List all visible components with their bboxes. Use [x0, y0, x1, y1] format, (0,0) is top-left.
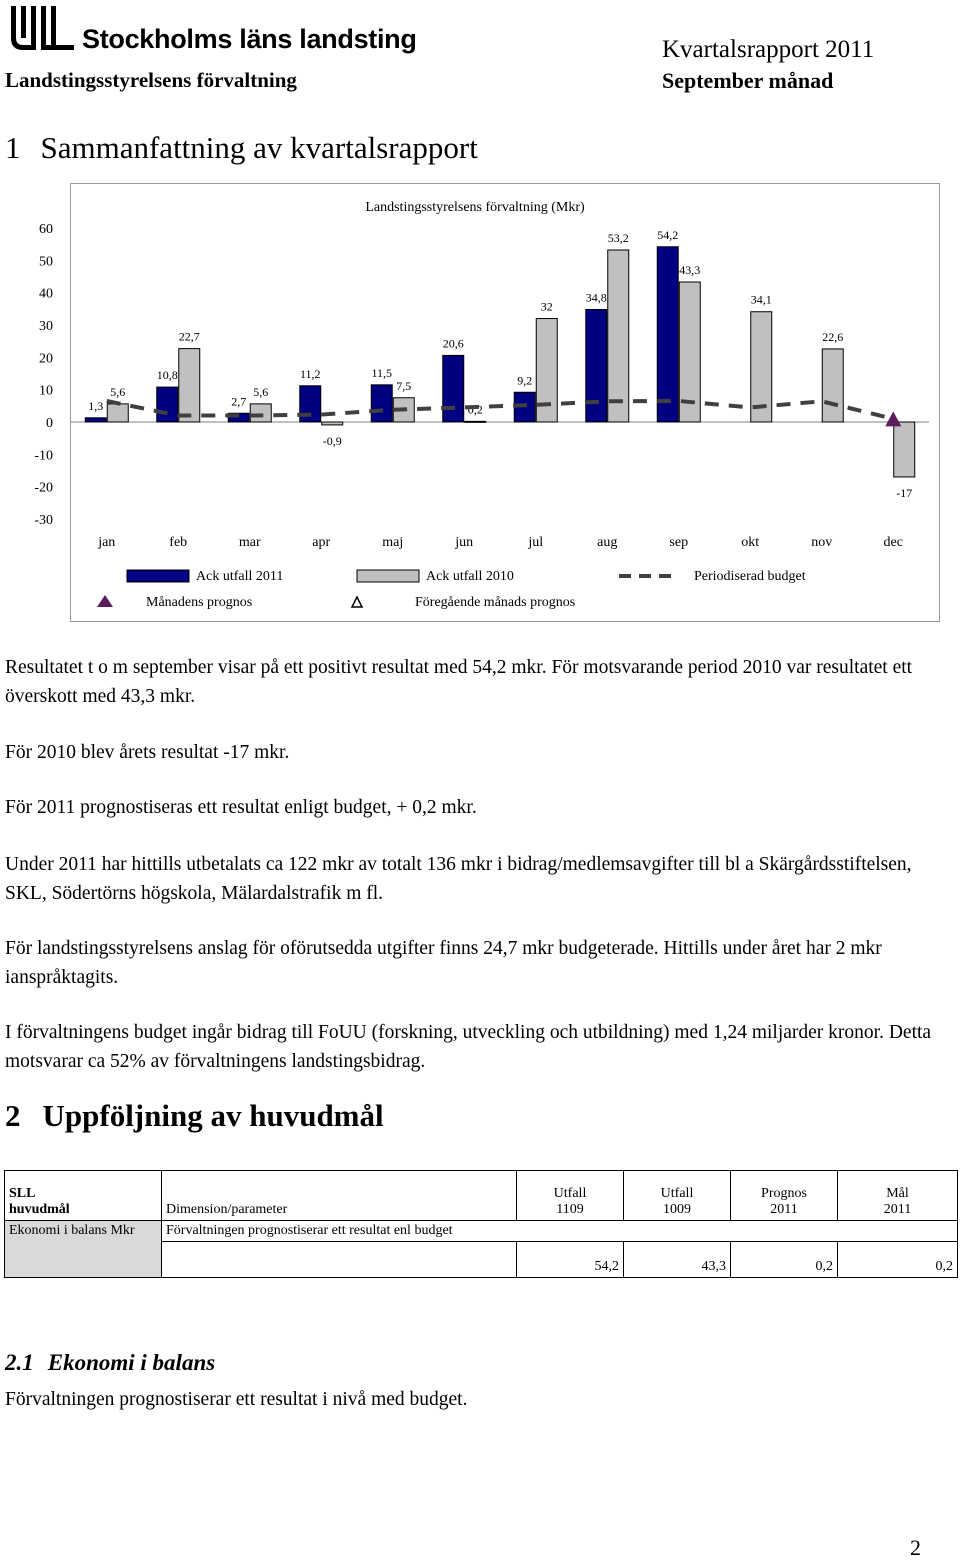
legend-label: Ack utfall 2010 — [426, 569, 514, 584]
bar-2011-label: 1,3 — [88, 398, 104, 413]
bar-2010-label: 5,6 — [110, 384, 126, 399]
header-dimension: Dimension/parameter — [162, 1171, 517, 1221]
org-name: Stockholms läns landsting — [82, 24, 417, 54]
report-month: September månad — [662, 68, 834, 93]
section-2-heading — [5, 1098, 384, 1134]
bar-2011 — [586, 309, 607, 422]
x-tick-label: sep — [669, 535, 689, 550]
header-mal-year: 2011 — [883, 1202, 912, 1217]
legend-label: Periodiserad budget — [694, 569, 806, 584]
bar-2010-label: 34,1 — [750, 292, 772, 307]
bar-2010-label: 7,5 — [396, 378, 412, 393]
bar-2011-label: 54,2 — [657, 227, 679, 242]
x-tick-label: aug — [597, 535, 618, 550]
bar-2010 — [179, 349, 200, 422]
paragraph-4: Under 2011 har hittills utbetalats ca 122 mkr av totalt 136 mkr i bidrag/medlemsavgifter till bl a Skärgårdsstiftelsen, SKL, Södertörns högskola, Mälardalstrafik m fl. — [5, 854, 912, 904]
y-tick-label: -30 — [34, 513, 53, 528]
section-2-1-number: 2.1 — [5, 1350, 34, 1375]
budget-line — [107, 401, 894, 419]
bar-2010 — [465, 421, 486, 422]
bar-2010 — [107, 404, 128, 422]
y-tick-label: -10 — [34, 448, 53, 464]
header-goal — [5, 1171, 162, 1221]
x-tick-label: jan — [98, 535, 116, 550]
bar-2011-label: 10,8 — [156, 368, 178, 383]
bar-2010-label: 22,7 — [178, 329, 200, 344]
y-tick-label: -20 — [34, 480, 53, 496]
y-tick-label: 20 — [39, 351, 53, 367]
value-mal: 0,2 — [838, 1242, 958, 1278]
bar-2010 — [822, 349, 843, 422]
paragraph-1: Resultatet t o m september visar på ett positivt resultat med 54,2 mkr. För motsvarande period 2010 var resultatet ett överskott med 43,3 mkr. — [5, 657, 913, 707]
page-number: 2 — [910, 1535, 921, 1560]
section-2-1-heading — [5, 1350, 215, 1376]
result-chart-svg — [34, 184, 939, 621]
bar-2011 — [443, 355, 464, 422]
section-1-heading — [5, 130, 478, 166]
y-tick-label: 60 — [39, 222, 53, 237]
bar-2011-label: 11,5 — [371, 365, 393, 380]
header-prognos-year: 2011 — [770, 1202, 798, 1217]
legend-swatch — [357, 570, 419, 582]
header-prognos — [731, 1171, 838, 1221]
header-utfall-1109 — [517, 1171, 624, 1221]
goal-dimension: Förvaltningen prognostiserar ett resultat enl budget — [162, 1221, 958, 1242]
logo-mark-icon — [6, 4, 76, 50]
header-mal — [838, 1171, 958, 1221]
bar-2010 — [894, 422, 915, 477]
bar-2011-label: 9,2 — [517, 373, 533, 388]
section-1-title: Sammanfattning av kvartalsrapport — [40, 130, 478, 165]
bar-2011-label: 11,2 — [299, 366, 321, 381]
y-tick-label: 30 — [39, 319, 53, 334]
bar-2011 — [157, 387, 178, 422]
bar-2010-label: 43,3 — [679, 262, 701, 277]
report-title: Kvartalsrapport 2011 — [662, 36, 875, 63]
bar-2010-label: 22,6 — [822, 329, 844, 344]
bar-2010-label: 32 — [540, 299, 553, 314]
header-utfall-1109-label: Utfall — [553, 1186, 587, 1201]
x-tick-label: apr — [312, 535, 331, 550]
paragraph-2: För 2010 blev årets resultat -17 mkr. — [5, 742, 290, 763]
paragraph-6: I förvaltningens budget ingår bidrag till FoUU (forskning, utveckling och utbildning) med 1,24 miljarder kronor. Detta motsvarar ca 52% av förvaltningens landstingsbidrag. — [5, 1022, 932, 1072]
bar-2010-label: 5,6 — [253, 384, 269, 399]
header-utfall-1009-label: Utfall — [660, 1186, 694, 1201]
bar-2011-label: 2,7 — [231, 394, 247, 409]
header-mal-label: Mål — [886, 1186, 909, 1201]
value-utfall-1109: 54,2 — [517, 1242, 624, 1278]
legend-swatch — [127, 570, 189, 582]
bar-2010 — [250, 404, 271, 422]
header-prognos-label: Prognos — [761, 1186, 807, 1201]
legend-label: Föregående månads prognos — [415, 595, 576, 610]
x-tick-label: maj — [382, 535, 404, 550]
bar-2010-label: -0,9 — [322, 433, 342, 448]
x-tick-label: nov — [811, 535, 833, 550]
bar-2011-label: 34,8 — [585, 290, 607, 305]
section-1-number: 1 — [5, 130, 21, 165]
bar-2010-label: 53,2 — [607, 230, 629, 245]
section-2-1-text: Förvaltningen prognostiserar ett resultat i nivå med budget. — [5, 1389, 468, 1410]
paragraph-3: För 2011 prognostiseras ett resultat enligt budget, + 0,2 mkr. — [5, 797, 477, 818]
y-tick-label: 10 — [39, 383, 53, 399]
bar-2010-label: -17 — [896, 485, 913, 500]
value-utfall-1009: 43,3 — [624, 1242, 731, 1278]
bar-2011 — [657, 247, 678, 422]
x-tick-label: jul — [528, 535, 544, 550]
section-2-title: Uppföljning av huvudmål — [42, 1098, 384, 1133]
bar-2010 — [608, 250, 629, 422]
goal-empty-cell — [162, 1242, 517, 1278]
bar-2011 — [371, 385, 392, 422]
section-2-1-title: Ekonomi i balans — [47, 1350, 216, 1375]
header-utfall-1009-period: 1009 — [663, 1202, 691, 1217]
paragraph-5: För landstingsstyrelsens anslag för oförutsedda utgifter finns 24,7 mkr budgeterade. Hittills under året har 2 mkr ianspråktagits. — [5, 938, 882, 988]
x-tick-label: feb — [169, 535, 188, 550]
header-utfall-1109-period: 1109 — [556, 1202, 584, 1217]
legend-swatch — [352, 597, 362, 607]
y-tick-label: 0 — [46, 416, 53, 431]
legend-swatch — [97, 595, 113, 607]
legend-label: Ack utfall 2011 — [196, 569, 284, 584]
org-logo — [6, 4, 76, 50]
goal-name: Ekonomi i balans Mkr — [5, 1221, 162, 1278]
header-goal-line1: SLL — [9, 1186, 36, 1201]
forecast-marker — [885, 411, 901, 426]
section-2-number: 2 — [5, 1098, 21, 1133]
goal-table-header — [5, 1171, 958, 1221]
x-tick-label: mar — [238, 535, 261, 550]
x-tick-label: okt — [741, 535, 760, 550]
department-name: Landstingsstyrelsens förvaltning — [5, 68, 297, 92]
header-utfall-1009 — [624, 1171, 731, 1221]
y-tick-label: 50 — [39, 254, 53, 270]
bar-2011 — [85, 418, 106, 422]
y-tick-label: 40 — [39, 286, 53, 302]
goal-table-row — [5, 1221, 958, 1242]
goal-table — [4, 1170, 958, 1278]
result-chart — [34, 183, 940, 622]
header-goal-line2: huvudmål — [9, 1202, 70, 1217]
bar-2010 — [322, 422, 343, 425]
x-tick-label: jun — [455, 535, 474, 550]
chart-title: Landstingsstyrelsens förvaltning (Mkr) — [365, 200, 585, 215]
bar-2011-label: 20,6 — [442, 336, 464, 351]
x-tick-label: dec — [883, 535, 903, 550]
bar-2010-label: 0,2 — [467, 402, 483, 417]
legend-label: Månadens prognos — [146, 595, 253, 610]
value-prognos: 0,2 — [731, 1242, 838, 1278]
